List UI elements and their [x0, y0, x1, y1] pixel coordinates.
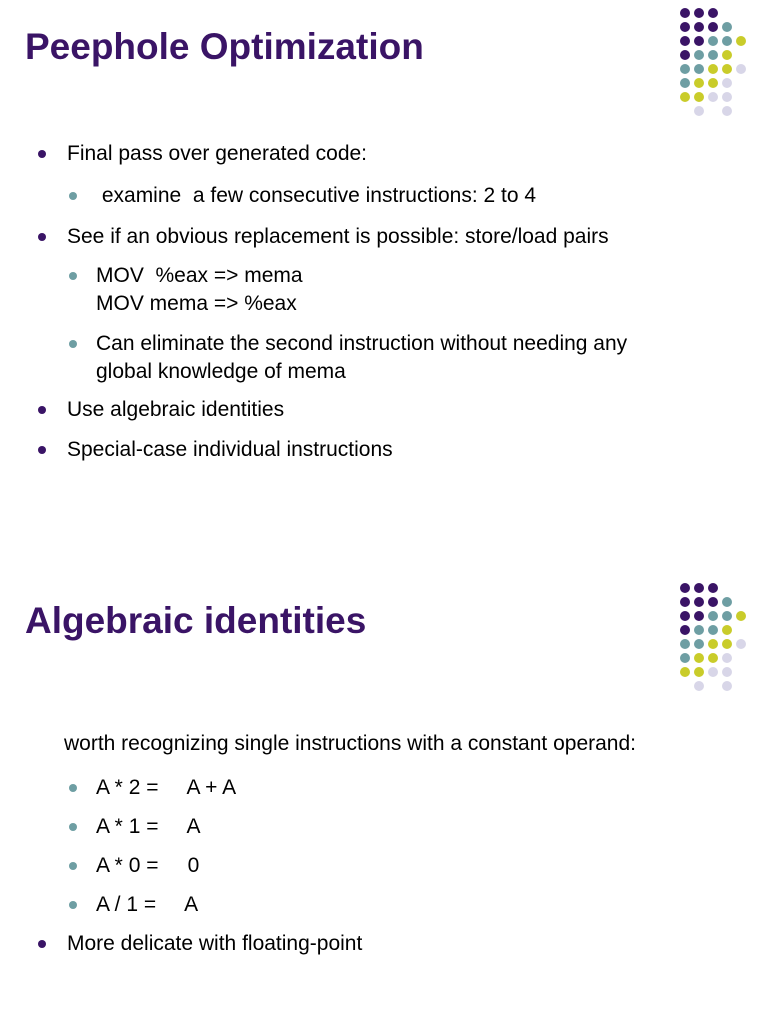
- bullet-item: [0, 774, 768, 802]
- bullet-text: Final pass over generated code:: [67, 142, 368, 165]
- dot: [708, 36, 718, 46]
- bullet-text: More delicate with floating-point: [67, 932, 363, 955]
- dot: [694, 639, 704, 649]
- dot: [722, 681, 732, 691]
- bullet-icon: [69, 182, 79, 210]
- dot: [694, 92, 704, 102]
- dot: [722, 597, 732, 607]
- dot: [694, 597, 704, 607]
- bullet-icon: [69, 891, 79, 919]
- bullet-item: [0, 396, 768, 424]
- dot: [736, 36, 746, 46]
- bullet-icon: [38, 930, 48, 958]
- bullet-item: [0, 930, 768, 958]
- bullet-text: MOV %eax => mema: [96, 264, 303, 287]
- dot: [708, 64, 718, 74]
- bullet-text: global knowledge of mema: [96, 360, 346, 383]
- bullet-text: Can eliminate the second instruction without needing any: [96, 332, 628, 355]
- bullet-text: A * 0 = 0: [96, 854, 200, 877]
- dot: [680, 597, 690, 607]
- intro-text: [0, 730, 768, 758]
- dot: [708, 611, 718, 621]
- dot: [708, 653, 718, 663]
- bullet-text: See if an obvious replacement is possible: store/load pairs: [67, 225, 609, 248]
- dot: [708, 583, 718, 593]
- dot: [680, 36, 690, 46]
- dot: [722, 50, 732, 60]
- bullet-icon: [38, 140, 48, 168]
- dot-grid-icon: [680, 8, 768, 128]
- dot: [708, 22, 718, 32]
- bullet-item: [0, 182, 768, 210]
- bullet-text: Special-case individual instructions: [67, 438, 393, 461]
- dot: [694, 681, 704, 691]
- bullet-item: [0, 223, 768, 251]
- dot-grid-icon: [680, 583, 768, 703]
- dot: [722, 106, 732, 116]
- dot: [736, 639, 746, 649]
- dot: [694, 653, 704, 663]
- dot: [680, 653, 690, 663]
- dot: [680, 22, 690, 32]
- dot: [680, 625, 690, 635]
- bullet-item: [0, 262, 768, 318]
- bullet-text: A * 1 = A: [96, 815, 201, 838]
- bullet-item: [0, 436, 768, 464]
- dot: [680, 92, 690, 102]
- bullet-text: Use algebraic identities: [67, 398, 285, 421]
- dot: [708, 78, 718, 88]
- dot: [680, 64, 690, 74]
- bullet-item: [0, 330, 768, 386]
- dot: [680, 50, 690, 60]
- dot: [680, 583, 690, 593]
- dot: [708, 92, 718, 102]
- bullet-item: [0, 891, 768, 919]
- dot: [736, 64, 746, 74]
- bullet-item: [0, 813, 768, 841]
- dot: [708, 8, 718, 18]
- bullet-icon: [69, 330, 79, 358]
- bullet-text: A * 2 = A + A: [96, 776, 237, 799]
- bullet-icon: [38, 436, 48, 464]
- bullet-icon: [69, 852, 79, 880]
- dot: [694, 50, 704, 60]
- bullet-text: A / 1 = A: [96, 893, 199, 916]
- bullet-text: MOV mema => %eax: [96, 292, 297, 315]
- dot: [694, 583, 704, 593]
- dot: [694, 64, 704, 74]
- bullet-icon: [69, 262, 79, 290]
- dot: [708, 597, 718, 607]
- dot: [722, 611, 732, 621]
- dot: [694, 106, 704, 116]
- dot: [694, 78, 704, 88]
- slide-body: [0, 730, 768, 958]
- bullet-icon: [38, 223, 48, 251]
- dot: [680, 639, 690, 649]
- dot: [722, 653, 732, 663]
- dot: [722, 22, 732, 32]
- dot: [736, 611, 746, 621]
- dot: [708, 625, 718, 635]
- slide-algebraic-identities: [0, 512, 768, 1024]
- dot: [694, 625, 704, 635]
- dot: [722, 36, 732, 46]
- bullet-text: worth recognizing single instructions with a constant operand:: [64, 732, 636, 755]
- bullet-text: examine a few consecutive instructions: 2 to 4: [96, 184, 537, 207]
- bullet-icon: [69, 774, 79, 802]
- dot: [722, 639, 732, 649]
- dot: [694, 611, 704, 621]
- dot: [722, 92, 732, 102]
- dot: [694, 36, 704, 46]
- slide-body: [0, 140, 768, 464]
- dot: [722, 667, 732, 677]
- bullet-icon: [38, 396, 48, 424]
- slide-title: Algebraic identities: [25, 600, 367, 641]
- slide-title: Peephole Optimization: [25, 26, 424, 67]
- bullet-icon: [69, 813, 79, 841]
- dot: [722, 625, 732, 635]
- dot: [694, 8, 704, 18]
- dot: [680, 611, 690, 621]
- dot: [694, 667, 704, 677]
- bullet-item: [0, 140, 768, 168]
- dot: [680, 667, 690, 677]
- dot: [680, 78, 690, 88]
- dot: [722, 78, 732, 88]
- dot: [680, 8, 690, 18]
- dot: [722, 64, 732, 74]
- dot: [694, 22, 704, 32]
- dot: [708, 50, 718, 60]
- bullet-item: [0, 852, 768, 880]
- dot: [708, 667, 718, 677]
- dot: [708, 639, 718, 649]
